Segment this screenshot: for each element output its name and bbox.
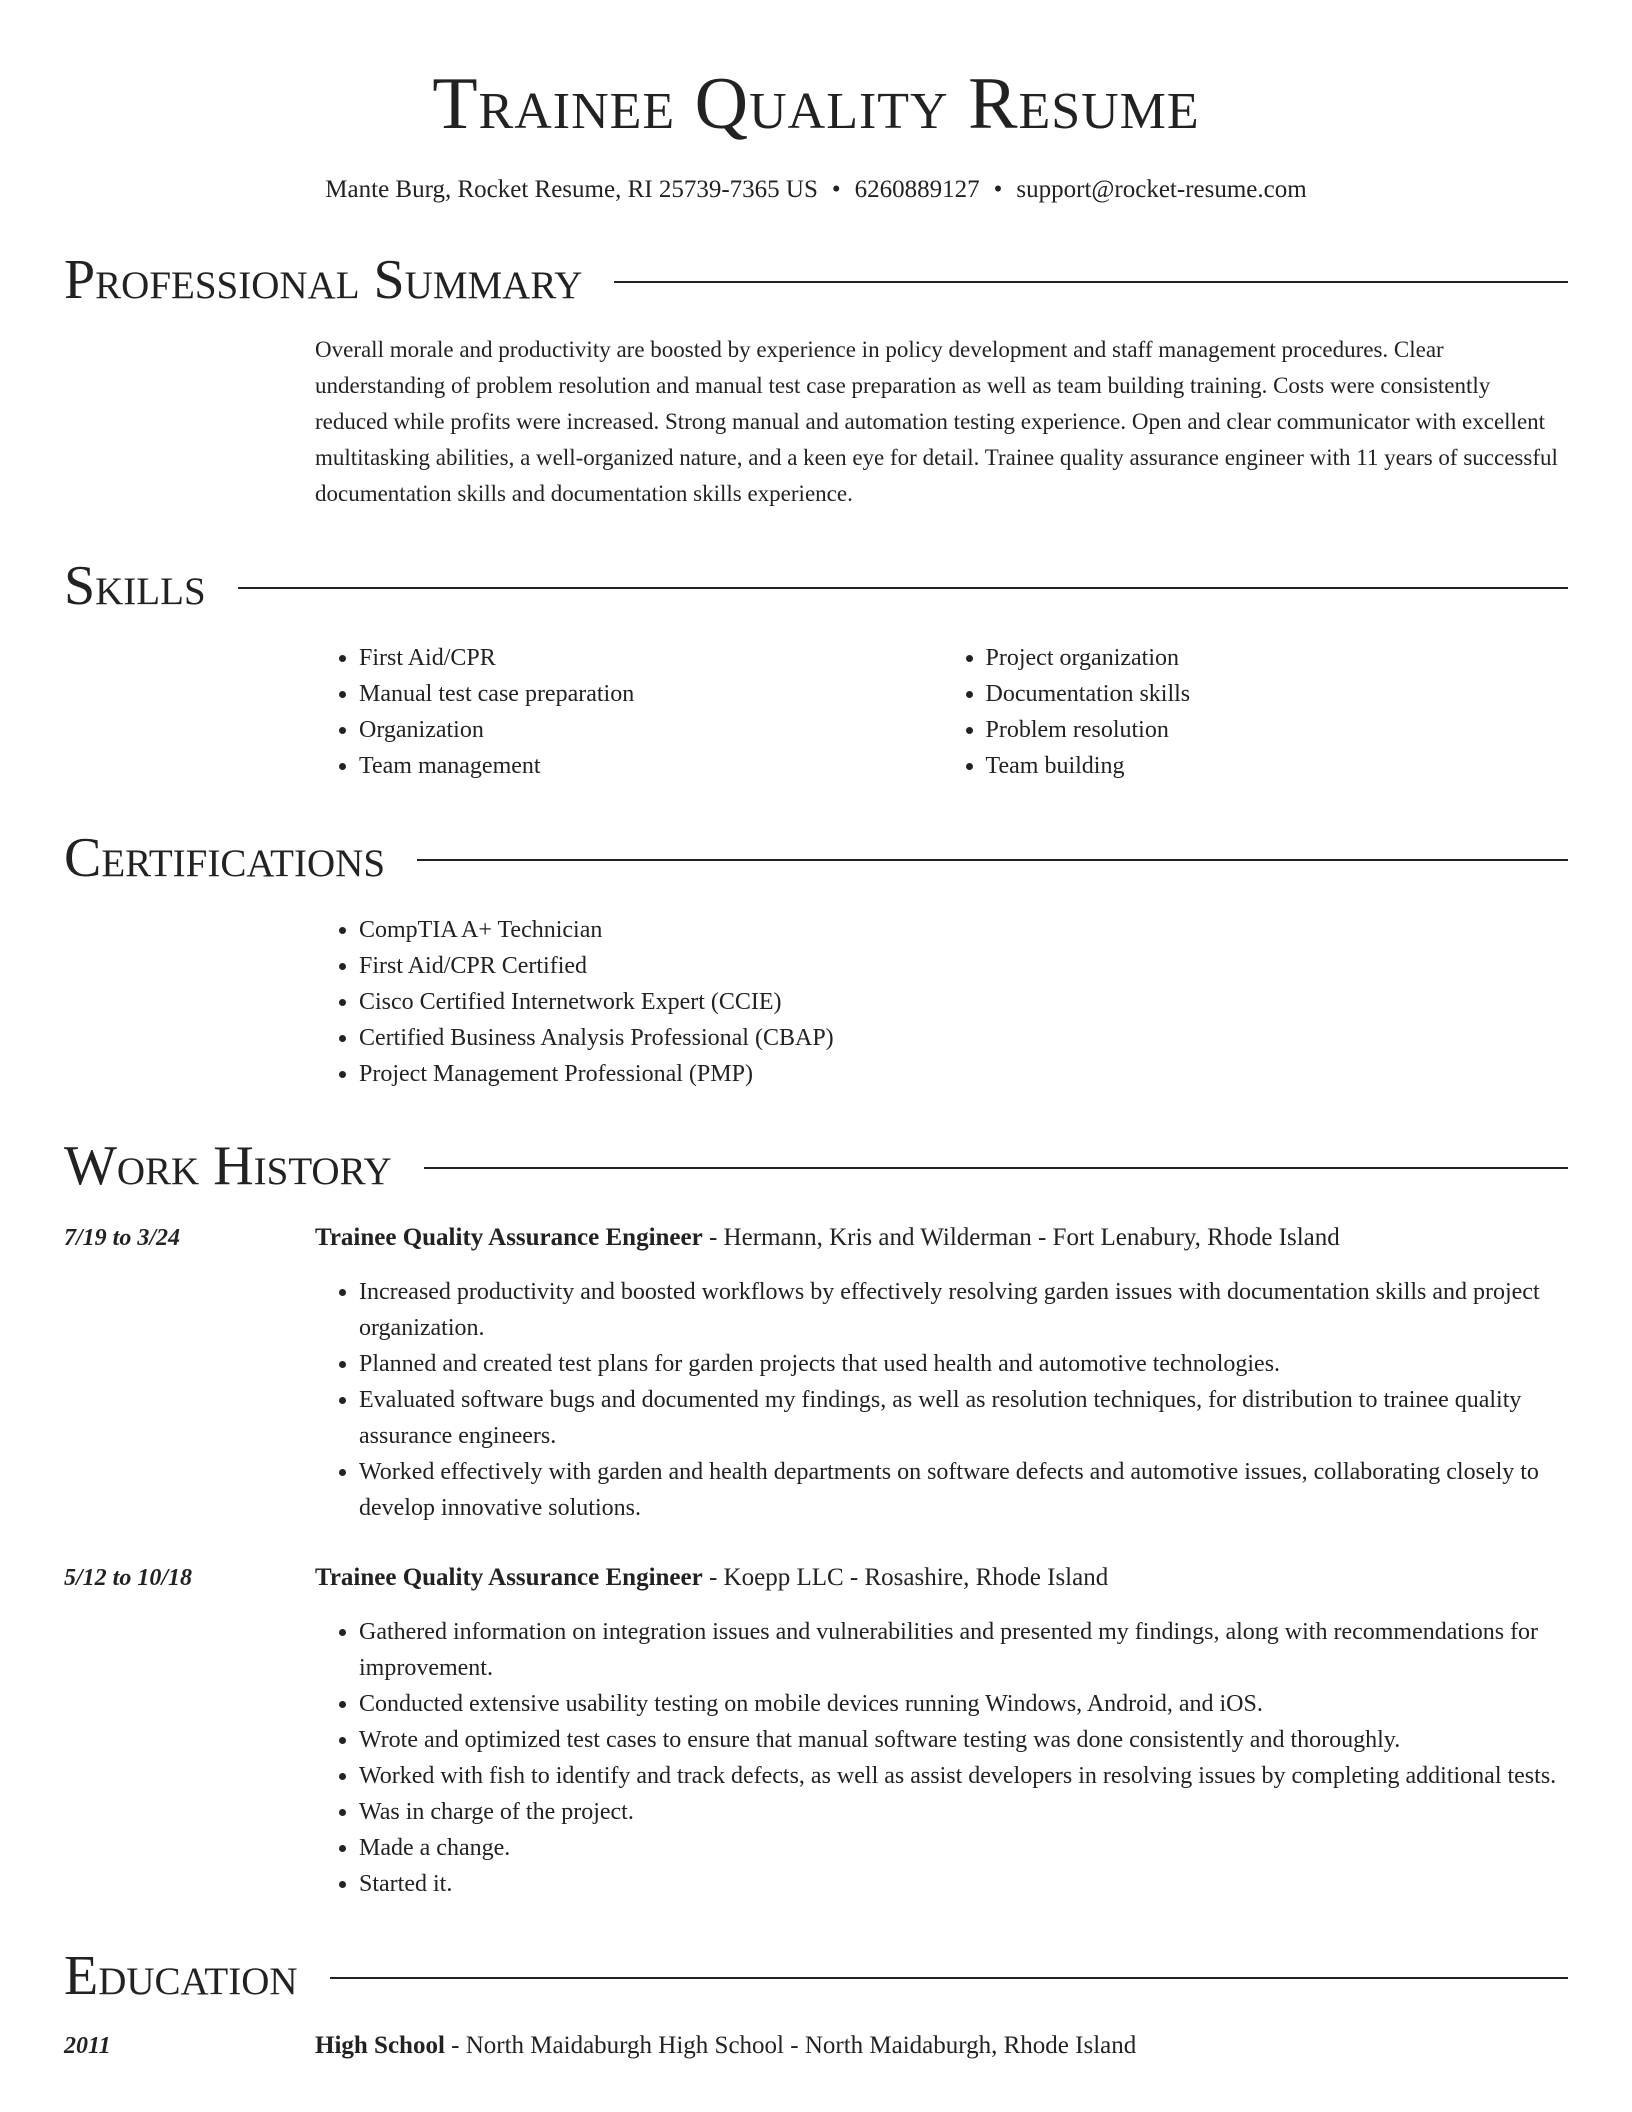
certifications-list — [315, 912, 1568, 1092]
job-bullets — [315, 1614, 1568, 1902]
contact-email[interactable]: support@rocket-resume.com — [1016, 176, 1307, 203]
skill-item: • Organization — [359, 712, 942, 748]
skills-section-header — [64, 556, 1568, 616]
job-bullet: • Increased productivity and boosted workflows by effectively resolving garden issues with documentation skills and project organization. — [359, 1274, 1568, 1346]
job-bullet: • Made a change. — [359, 1830, 1568, 1866]
job-bullet: • Conducted extensive usability testing on mobile devices running Windows, Android, and iOS. — [359, 1686, 1568, 1722]
job-dates: 7/19 to 3/24 — [64, 1225, 181, 1251]
education-school: - North Maidaburgh High School - North Maidaburgh, Rhode Island — [444, 2032, 1137, 2059]
section-title-certifications: Certifications — [64, 827, 386, 889]
job-bullet: • Was in charge of the project. — [359, 1794, 1568, 1830]
job-bullet: • Started it. — [359, 1866, 1568, 1902]
job-entry — [64, 1220, 1568, 1526]
job-bullets — [315, 1274, 1568, 1526]
skill-item: • Team building — [986, 748, 1569, 784]
education-entry — [64, 2028, 1568, 2064]
skill-item: • First Aid/CPR — [359, 640, 942, 676]
skill-item: • Project organization — [986, 640, 1569, 676]
resume-title: Trainee Quality Resume — [432, 63, 1200, 145]
contact-phone: 6260889127 — [854, 176, 980, 203]
work-section-header — [64, 1136, 1568, 1196]
job-bullet: • Planned and created test plans for garden projects that used health and automotive technologies. — [359, 1346, 1568, 1382]
skills-list-right — [942, 640, 1569, 784]
job-company: - Hermann, Kris and Wilderman - Fort Lenabury, Rhode Island — [702, 1224, 1340, 1251]
resume-page — [64, 0, 1568, 2064]
job-bullet: • Wrote and optimized test cases to ensure that manual software testing was done consistently and thoroughly. — [359, 1722, 1568, 1758]
skills-list-left — [315, 640, 942, 784]
job-bullet: • Worked effectively with garden and health departments on software defects and automotive issues, collaborating closely to develop innovative solutions. — [359, 1454, 1568, 1526]
education-section-header — [64, 1946, 1568, 2006]
certification-item: • CompTIA A+ Technician — [359, 912, 1568, 948]
section-title-education: Education — [64, 1945, 298, 2007]
contact-line — [64, 174, 1568, 206]
job-bullet: • Gathered information on integration issues and vulnerabilities and presented my findings, along with recommendations for improvement. — [359, 1614, 1568, 1686]
certifications-section-header — [64, 828, 1568, 888]
section-divider — [330, 1977, 1568, 1979]
job-title: Trainee Quality Assurance Engineer — [315, 1224, 703, 1251]
skill-item: • Manual test case preparation — [359, 676, 942, 712]
summary-section-header — [64, 250, 1568, 310]
education-degree: High School — [315, 2032, 445, 2059]
section-title-skills: Skills — [64, 555, 206, 617]
section-divider — [424, 1167, 1568, 1169]
job-bullet: • Evaluated software bugs and documented my findings, as well as resolution techniques, for distribution to trainee quality assurance engineers. — [359, 1382, 1568, 1454]
job-bullet: • Worked with fish to identify and track defects, as well as assist developers in resolving issues by completing additional tests. — [359, 1758, 1568, 1794]
job-company: - Koepp LLC - Rosashire, Rhode Island — [702, 1564, 1109, 1591]
job-heading — [315, 1220, 1568, 1256]
job-entry — [64, 1560, 1568, 1902]
certification-item: • Cisco Certified Internetwork Expert (CCIE) — [359, 984, 1568, 1020]
section-divider — [614, 281, 1568, 283]
skills-grid — [315, 640, 1568, 784]
job-title: Trainee Quality Assurance Engineer — [315, 1564, 703, 1591]
certification-item: • Certified Business Analysis Professional (CBAP) — [359, 1020, 1568, 1056]
skill-item: • Team management — [359, 748, 942, 784]
job-dates: 5/12 to 10/18 — [64, 1565, 193, 1591]
section-divider — [238, 587, 1568, 589]
skill-item: • Documentation skills — [986, 676, 1569, 712]
contact-separator: • — [993, 176, 1003, 203]
certification-item: • Project Management Professional (PMP) — [359, 1056, 1568, 1092]
education-year: 2011 — [64, 2033, 111, 2059]
skill-item: • Problem resolution — [986, 712, 1569, 748]
section-divider — [417, 859, 1568, 861]
certification-item: • First Aid/CPR Certified — [359, 948, 1568, 984]
education-heading — [315, 2028, 1136, 2064]
contact-separator: • — [831, 176, 841, 203]
contact-address: Mante Burg, Rocket Resume, RI 25739-7365 US — [325, 176, 818, 203]
section-title-summary: Professional Summary — [64, 249, 583, 311]
summary-text: Overall morale and productivity are boosted by experience in policy development and staff management procedures. Clear understanding of problem resolution and manual test case preparation as well as team building training. Costs were consistently reduced while profits were increased. Strong manual and automation testing experience. Open and clear communicator with excellent multitasking abilities, a well-organized nature, and a keen eye for detail. Trainee quality assurance engineer with 11 years of successful documentation skills and documentation skills experience. — [315, 337, 1558, 506]
job-heading — [315, 1560, 1568, 1596]
section-title-work: Work History — [64, 1135, 392, 1197]
